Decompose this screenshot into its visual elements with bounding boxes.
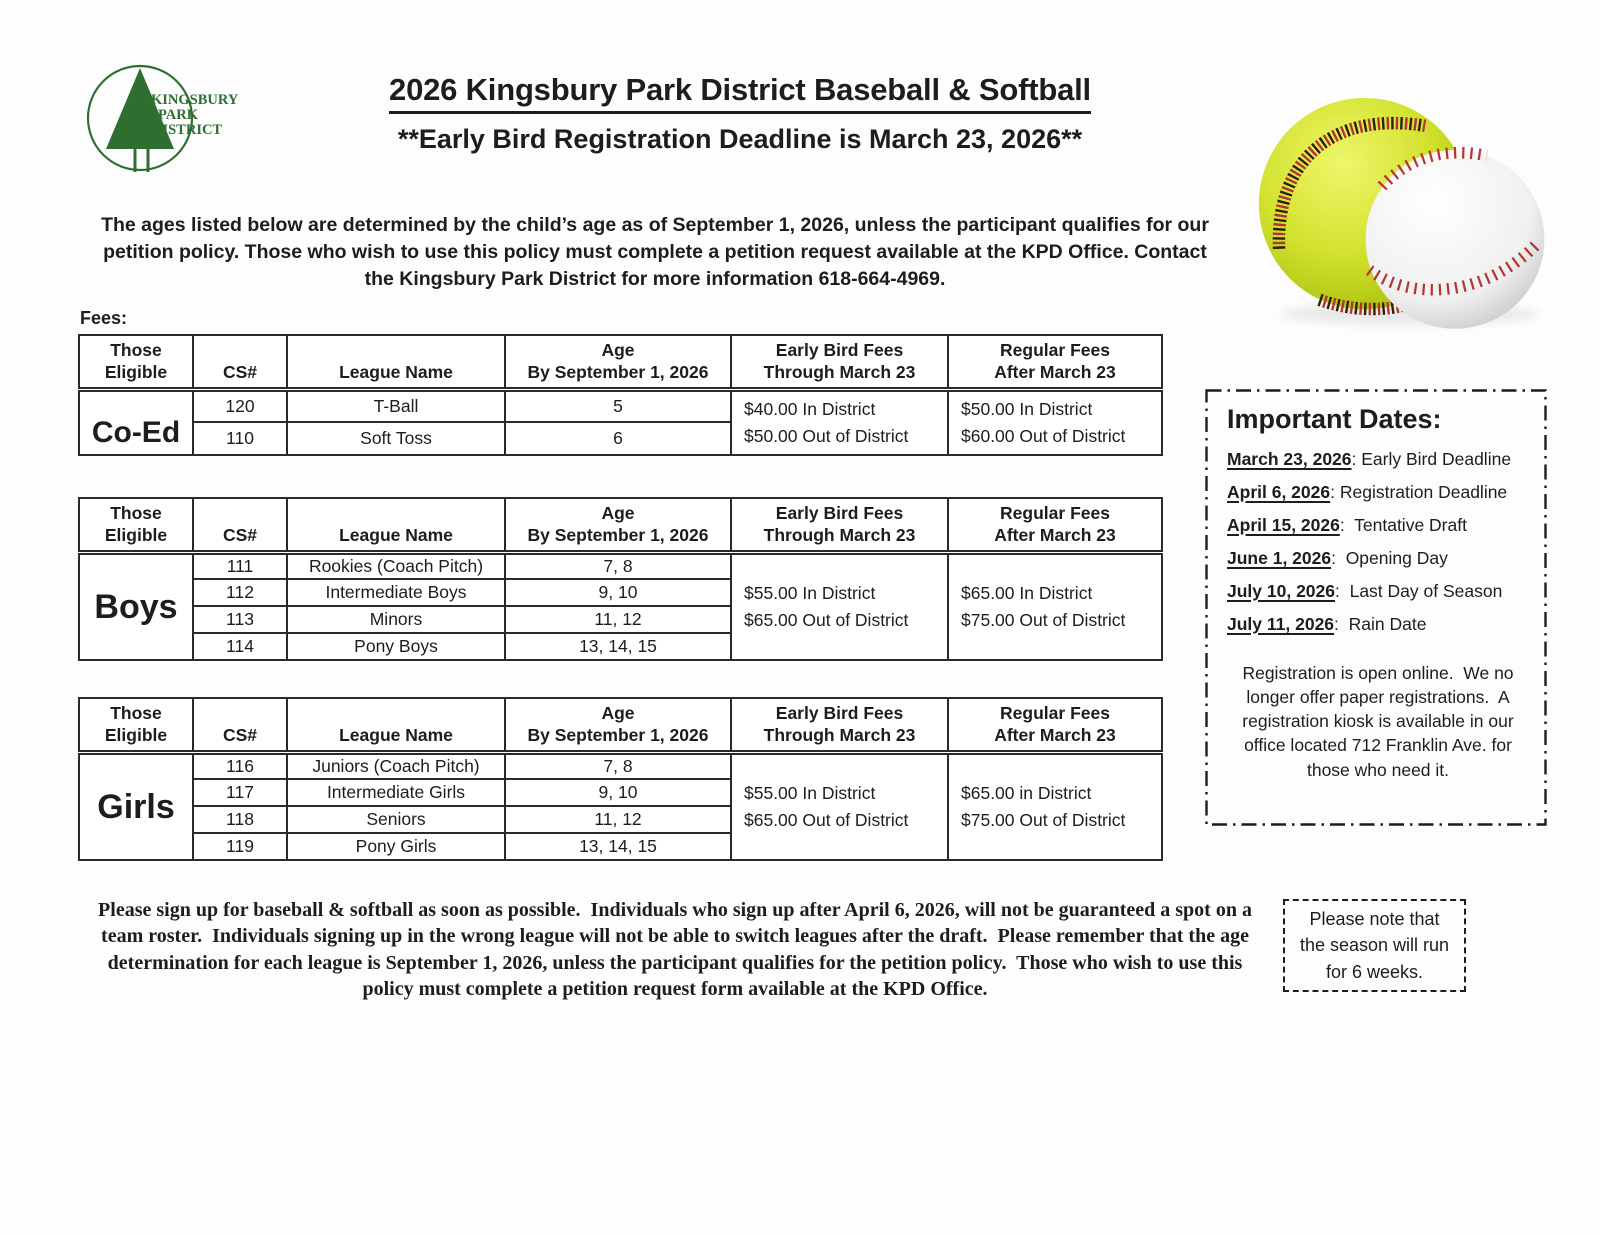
cs-number: 118 [193,806,287,833]
page-subtitle: **Early Bird Registration Deadline is March 23, 2026** [397,124,1083,154]
age-value: 9, 10 [505,579,731,606]
cs-number: 119 [193,833,287,860]
signup-paragraph: Please sign up for baseball & softball as soon as possible. Individuals who sign up after April 6, 2026, will not be guaranteed a spot on a team roster. Individuals signing up in the wrong league will not be able to switch leagues after the draft. Please remember that the age determination for each league is September 1, 2026, unless the participant qualifies for the petition policy. Those who wish to use this policy must complete a petition request form available at the KPD Office. [98,899,1257,1001]
online-registration-note: Registration is open online. We no longer offer paper registrations. A registration kiosk is available in our office located 712 Franklin Ave. for those who need it. [1242,663,1519,780]
col-header-league: League Name [287,335,505,389]
col-header-cs: CS# [193,498,287,552]
league-name: Intermediate Boys [287,579,505,606]
league-name: T-Ball [287,389,505,422]
col-header-cs: CS# [193,335,287,389]
col-header-early-fees: Early Bird Fees Through March 23 [731,698,948,752]
col-header-regular-fees: Regular Fees After March 23 [948,498,1162,552]
cs-number: 116 [193,752,287,779]
early-fees-cell: $55.00 In District $65.00 Out of District [731,752,948,860]
date-item: July 10, 2026: Last Day of Season [1227,581,1503,601]
table-row [79,552,1162,579]
kpd-tree-logo-icon [80,62,240,180]
logo-text-line1: KINGSBURY [151,92,239,108]
col-header-league: League Name [287,498,505,552]
league-name: Rookies (Coach Pitch) [287,552,505,579]
col-header-age: Age By September 1, 2026 [505,498,731,552]
intro-paragraph: The ages listed below are determined by the child’s age as of September 1, 2026, unless the participant qualifies for our petition policy. Those who wish to use this policy must complete a petition request available at the KPD Office. Contact the Kingsbury Park District for more information 618-664-4969. [101,214,1215,290]
col-header-regular-fees: Regular Fees After March 23 [948,335,1162,389]
fees-table-coed [78,334,1163,456]
col-header-eligible: Those Eligible [79,698,193,752]
age-value: 7, 8 [505,552,731,579]
date-item: April 6, 2026: Registration Deadline [1227,482,1508,502]
col-header-early-fees: Early Bird Fees Through March 23 [731,498,948,552]
league-name: Intermediate Girls [287,779,505,806]
cs-number: 120 [193,389,287,422]
cs-number: 113 [193,606,287,633]
age-value: 6 [505,422,731,455]
table-row [79,752,1162,779]
col-header-regular-fees: Regular Fees After March 23 [948,698,1162,752]
col-header-eligible: Those Eligible [79,498,193,552]
league-name: Minors [287,606,505,633]
col-header-age: Age By September 1, 2026 [505,335,731,389]
date-item: July 11, 2026: Rain Date [1227,614,1427,634]
league-name: Juniors (Coach Pitch) [287,752,505,779]
softball-baseball-icon [1256,86,1554,331]
age-value: 13, 14, 15 [505,633,731,660]
fees-table-girls [78,697,1163,861]
age-value: 9, 10 [505,779,731,806]
group-label-boys: Boys [79,552,193,660]
league-name: Soft Toss [287,422,505,455]
date-item: June 1, 2026: Opening Day [1227,548,1448,568]
age-value: 11, 12 [505,806,731,833]
league-name: Pony Girls [287,833,505,860]
age-value: 7, 8 [505,752,731,779]
regular-fees-cell: $50.00 In District $60.00 Out of District [948,389,1162,455]
cs-number: 112 [193,579,287,606]
date-item: April 15, 2026: Tentative Draft [1227,515,1467,535]
important-dates-box [1205,389,1547,826]
page-title: 2026 Kingsbury Park District Baseball & Softball [300,72,1180,114]
early-fees-cell: $40.00 In District $50.00 Out of District [731,389,948,455]
col-header-early-fees: Early Bird Fees Through March 23 [731,335,948,389]
col-header-cs: CS# [193,698,287,752]
league-name: Seniors [287,806,505,833]
cs-number: 111 [193,552,287,579]
group-label-girls: Girls [79,752,193,860]
cs-number: 117 [193,779,287,806]
age-value: 5 [505,389,731,422]
col-header-eligible: Those Eligible [79,335,193,389]
fees-table-boys [78,497,1163,661]
season-length-note-box: Please note that the season will run for 6 weeks. [1283,899,1466,992]
regular-fees-cell: $65.00 In District $75.00 Out of District [948,552,1162,660]
age-value: 11, 12 [505,606,731,633]
date-item: March 23, 2026: Early Bird Deadline [1227,449,1512,469]
group-label-coed: Co-Ed [79,389,193,455]
regular-fees-cell: $65.00 in District $75.00 Out of District [948,752,1162,860]
early-fees-cell: $55.00 In District $65.00 Out of District [731,552,948,660]
logo-text-line2: PARK [158,107,199,123]
age-value: 13, 14, 15 [505,833,731,860]
table-row [79,389,1162,422]
cs-number: 110 [193,422,287,455]
cs-number: 114 [193,633,287,660]
league-name: Pony Boys [287,633,505,660]
fees-label: Fees: [80,308,128,328]
logo-text-line3: DISTRICT [152,122,223,138]
important-dates-heading: Important Dates: [1227,404,1442,434]
col-header-age: Age By September 1, 2026 [505,698,731,752]
col-header-league: League Name [287,698,505,752]
